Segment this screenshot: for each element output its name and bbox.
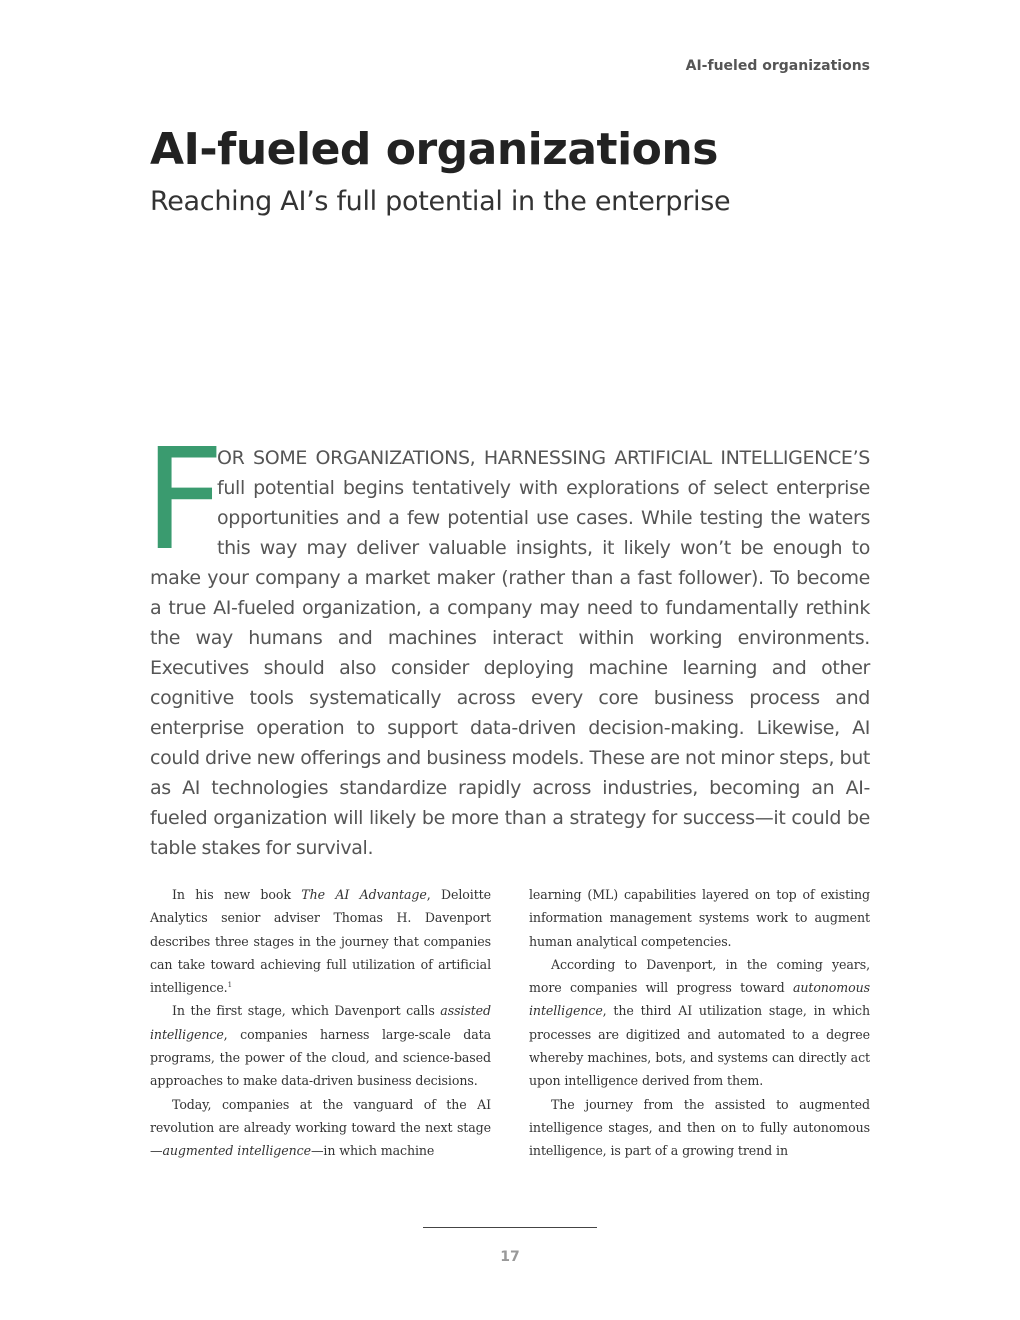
page-subtitle: Reaching AI’s full potential in the enterprise [150, 186, 731, 217]
left-paragraph-3 [150, 1093, 491, 1163]
text-run: , the third AI utilization stage, in which processes are digitized and automated to a degree whereby machines, bots, and systems can directly act upon intelligence derived from them. [529, 1003, 870, 1089]
right-paragraph-1: learning (ML) capabilities layered on top of existing information management systems work to augment human analytical competencies. [529, 887, 870, 949]
running-header: AI-fueled organizations [685, 58, 870, 74]
body-columns [150, 883, 870, 1163]
text-run: Today, companies at the vanguard of the AI revolution are already working toward the next stage— [150, 1096, 491, 1159]
term-emphasis: autonomous intelligence [529, 980, 870, 1019]
footer-divider [423, 1227, 597, 1228]
term-emphasis: augmented intelligence [162, 1143, 311, 1159]
intro-paragraph [144, 419, 870, 863]
book-title: The AI Advantage [301, 887, 427, 902]
page-number: 17 [500, 1249, 520, 1265]
term-emphasis: assisted intelligence [150, 1003, 491, 1042]
intro-body-text: full potential begins tentatively with explorations of select enterprise opportunities and a few potential use cases. While testing the waters this way may deliver valuable insights, it likely won’t be enough to make your company a market maker (rather than a fast follower). To become a true AI-fueled organization, a company may need to fundamentally rethink the way humans and machines interact within working environments. Executives should also consider deploying machine learning and other cognitive tools systematically across every core business process and enterprise operation to support data-driven decision-making. Likewise, AI could drive new offerings and business models. These are not minor steps, but as AI technologies standardize rapidly across industries, becoming an AI-fueled organization will likely be more than a strategy for success—it could be table stakes for survival. [150, 477, 870, 859]
text-run: In his new book [172, 887, 302, 902]
left-column [150, 883, 491, 1163]
right-column [529, 883, 870, 1163]
footnote-marker[interactable]: 1 [227, 981, 232, 989]
right-paragraph-2 [529, 953, 870, 1093]
page-title: AI-fueled organizations [150, 124, 718, 175]
drop-cap: F [144, 419, 225, 582]
text-run: In the first stage, which Davenport calls [172, 1003, 441, 1019]
left-paragraph-1 [150, 883, 491, 999]
right-paragraph-3: The journey from the assisted to augmented intelligence stages, and then on to fully autonomous intelligence, is part of a growing trend in [529, 1096, 870, 1159]
text-run: , companies harness large-scale data programs, the power of the cloud, and science-based approaches to make data-driven business decisions. [150, 1026, 491, 1089]
text-run: —in which machine [310, 1143, 435, 1159]
text-run: , Deloitte Analytics senior adviser Thomas H. Davenport describes three stages in the journey that companies can take toward achieving full utilization of artificial intelligence. [150, 887, 491, 996]
left-paragraph-2 [150, 999, 491, 1092]
intro-lead-text: OR SOME ORGANIZATIONS, HARNESSING ARTIFICIAL INTELLIGENCE’S [217, 447, 870, 469]
text-run: According to Davenport, in the coming years, more companies will progress toward [529, 956, 870, 996]
